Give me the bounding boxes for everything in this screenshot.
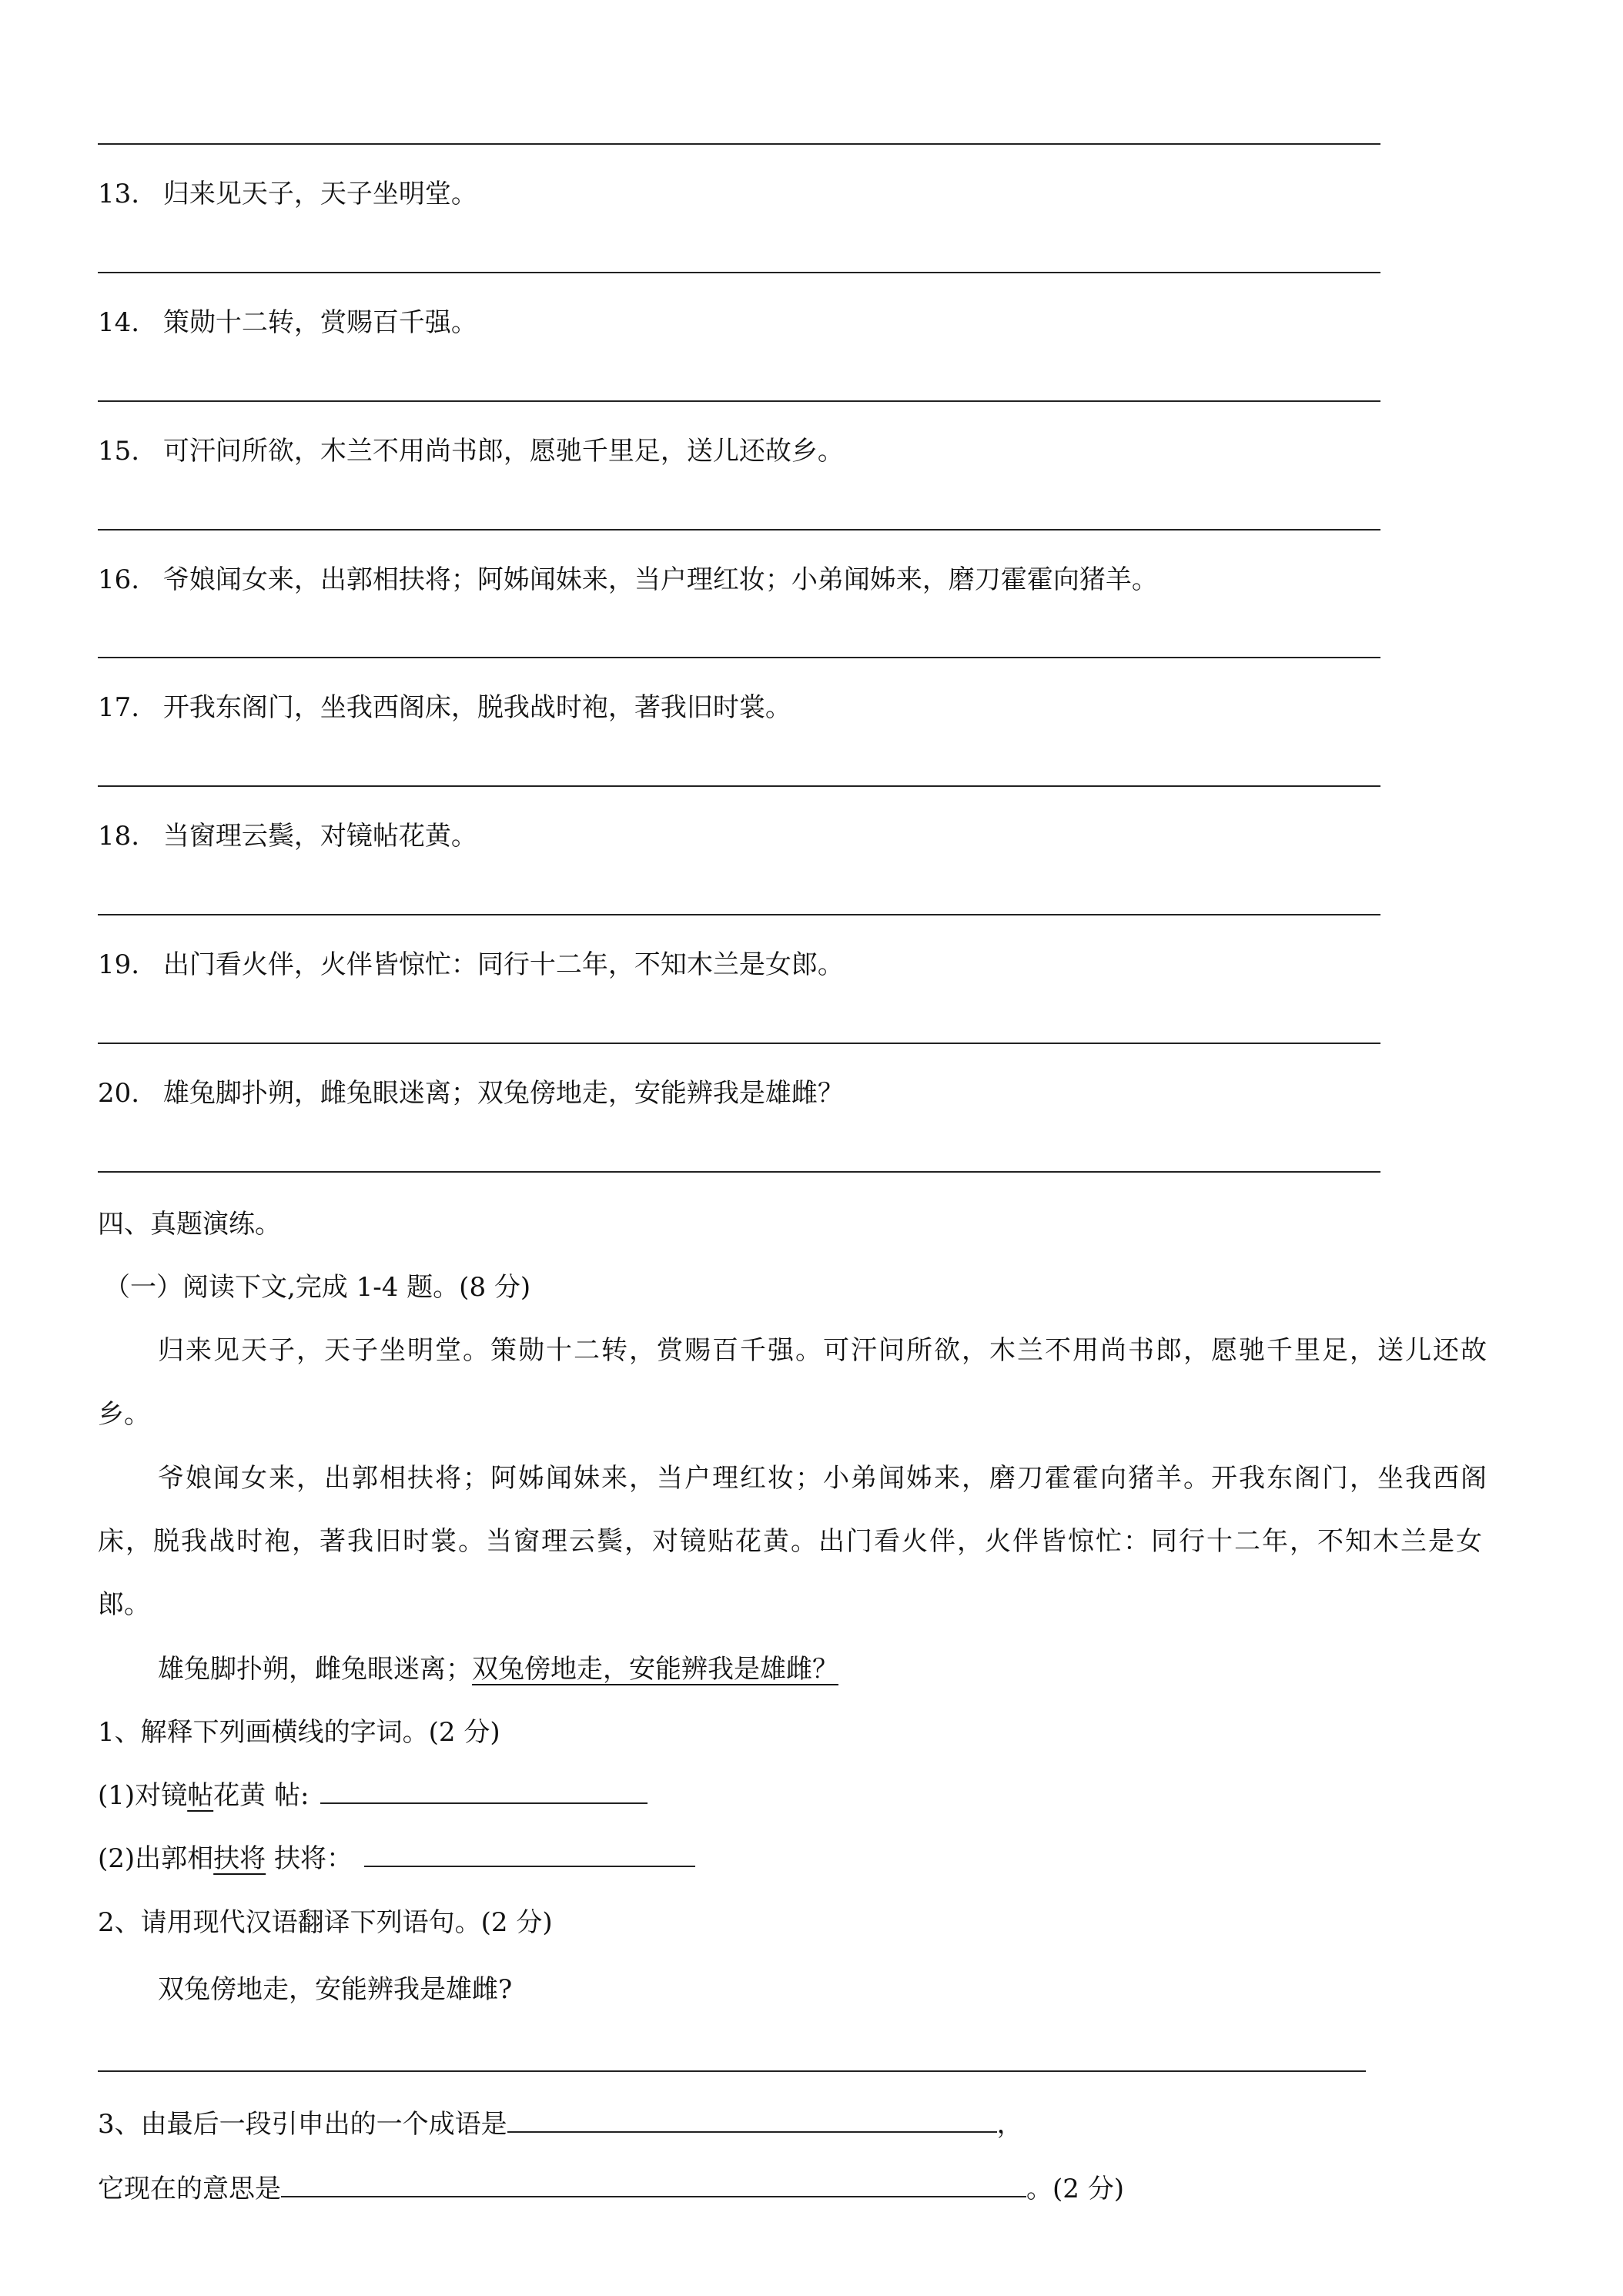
question-1b-underlined: 扶将	[213, 1843, 266, 1874]
passage-p3-plain: 雄兔脚扑朔，雌兔眼迷离；	[158, 1654, 472, 1685]
item-text: 可汗问所欲，木兰不用尚书郎，愿驰千里足，送儿还故乡。	[162, 436, 844, 467]
passage-p1-line2: 乡。	[98, 1399, 150, 1430]
question-1b	[98, 1842, 695, 1876]
passage-p2-line1: 爷娘闻女来，出郭相扶将；阿姊闻妹来，当户理红妆；小弟闻姊来，磨刀霍霍向猪羊。开我东阁门，坐我西阁	[158, 1463, 1488, 1494]
item-15	[98, 434, 844, 468]
question-2-answer-line[interactable]	[98, 2070, 1366, 2072]
item-18	[98, 819, 477, 853]
answer-line	[98, 914, 1380, 915]
item-text: 出门看火伴，火伴皆惊忙：同行十二年，不知木兰是女郎。	[162, 949, 844, 980]
item-number: 14.	[98, 307, 140, 338]
section-heading: 四、真题演练。	[98, 1209, 281, 1240]
question-1b-suffix: 扶将：	[266, 1843, 353, 1874]
question-1a-answer-blank[interactable]	[320, 1779, 648, 1804]
question-1-stem: 1、解释下列画横线的字词。(2 分)	[98, 1717, 500, 1748]
item-text: 策勋十二转，赏赐百千强。	[162, 307, 477, 338]
question-2-stem: 2、请用现代汉语翻译下列语句。(2 分)	[98, 1907, 553, 1938]
item-number: 20.	[98, 1078, 140, 1109]
answer-line	[98, 785, 1380, 787]
question-2-sentence: 双兔傍地走，安能辨我是雄雌?	[158, 1974, 513, 2005]
question-3-line2	[98, 2172, 1124, 2206]
passage-p2-line3: 郎。	[98, 1589, 150, 1620]
question-3-line2-prefix: 它现在的意思是	[98, 2174, 281, 2204]
item-number: 16.	[98, 564, 140, 595]
question-1a-prefix: (1)对镜	[98, 1780, 188, 1811]
answer-line	[98, 529, 1380, 530]
item-text: 雄兔脚扑朔，雌兔眼迷离；双兔傍地走，安能辨我是雄雌？	[162, 1078, 844, 1109]
passage-p2-line2: 床，脱我战时袍，著我旧时裳。当窗理云鬓，对镜贴花黄。出门看火伴，火伴皆惊忙：同行十二年，不知木兰是女	[98, 1526, 1484, 1557]
question-1a-suffix: 花黄 帖:	[213, 1780, 310, 1811]
question-3-idiom-blank[interactable]	[507, 2108, 997, 2133]
answer-line	[98, 400, 1380, 402]
item-13	[98, 177, 477, 211]
question-3-line1-suffix: ，	[996, 2109, 1023, 2140]
item-16	[98, 563, 1158, 597]
answer-line	[98, 1171, 1380, 1173]
answer-line	[98, 657, 1380, 658]
question-1a	[98, 1779, 648, 1812]
item-text: 爷娘闻女来，出郭相扶将；阿姊闻妹来，当户理红妆；小弟闻姊来，磨刀霍霍向猪羊。	[162, 564, 1158, 595]
item-20	[98, 1076, 844, 1110]
item-number: 17.	[98, 692, 140, 723]
question-1b-prefix: (2)出郭相	[98, 1843, 214, 1874]
question-1a-underlined: 帖	[187, 1780, 214, 1811]
passage-p3-underlined: 双兔傍地走，安能辨我是雄雌？	[472, 1654, 838, 1685]
item-text: 当窗理云鬓，对镜帖花黄。	[162, 821, 477, 852]
answer-line	[98, 1043, 1380, 1044]
question-1b-answer-blank[interactable]	[364, 1842, 695, 1867]
item-number: 19.	[98, 949, 140, 980]
item-14	[98, 306, 477, 340]
item-text: 归来见天子，天子坐明堂。	[162, 179, 477, 209]
item-number: 18.	[98, 821, 140, 852]
passage-p3	[158, 1652, 838, 1686]
item-number: 15.	[98, 436, 140, 467]
item-text: 开我东阁门，坐我西阁床，脱我战时袍，著我旧时裳。	[162, 692, 791, 723]
question-3-meaning-blank[interactable]	[281, 2173, 1026, 2197]
item-17	[98, 691, 791, 725]
question-3-line1-prefix: 3、由最后一段引申出的一个成语是	[98, 2109, 507, 2140]
question-3-line1	[98, 2107, 1023, 2141]
answer-line	[98, 272, 1380, 273]
section-subheading: （一）阅读下文,完成 1-4 题。(8 分)	[104, 1272, 531, 1303]
item-number: 13.	[98, 179, 140, 209]
passage-p1-line1: 归来见天子，天子坐明堂。策勋十二转，赏赐百千强。可汗问所欲，木兰不用尚书郎，愿驰千里足，送儿还故	[158, 1335, 1488, 1366]
item-19	[98, 948, 844, 982]
answer-line	[98, 143, 1380, 145]
question-3-line2-suffix: 。(2 分)	[1026, 2174, 1124, 2204]
